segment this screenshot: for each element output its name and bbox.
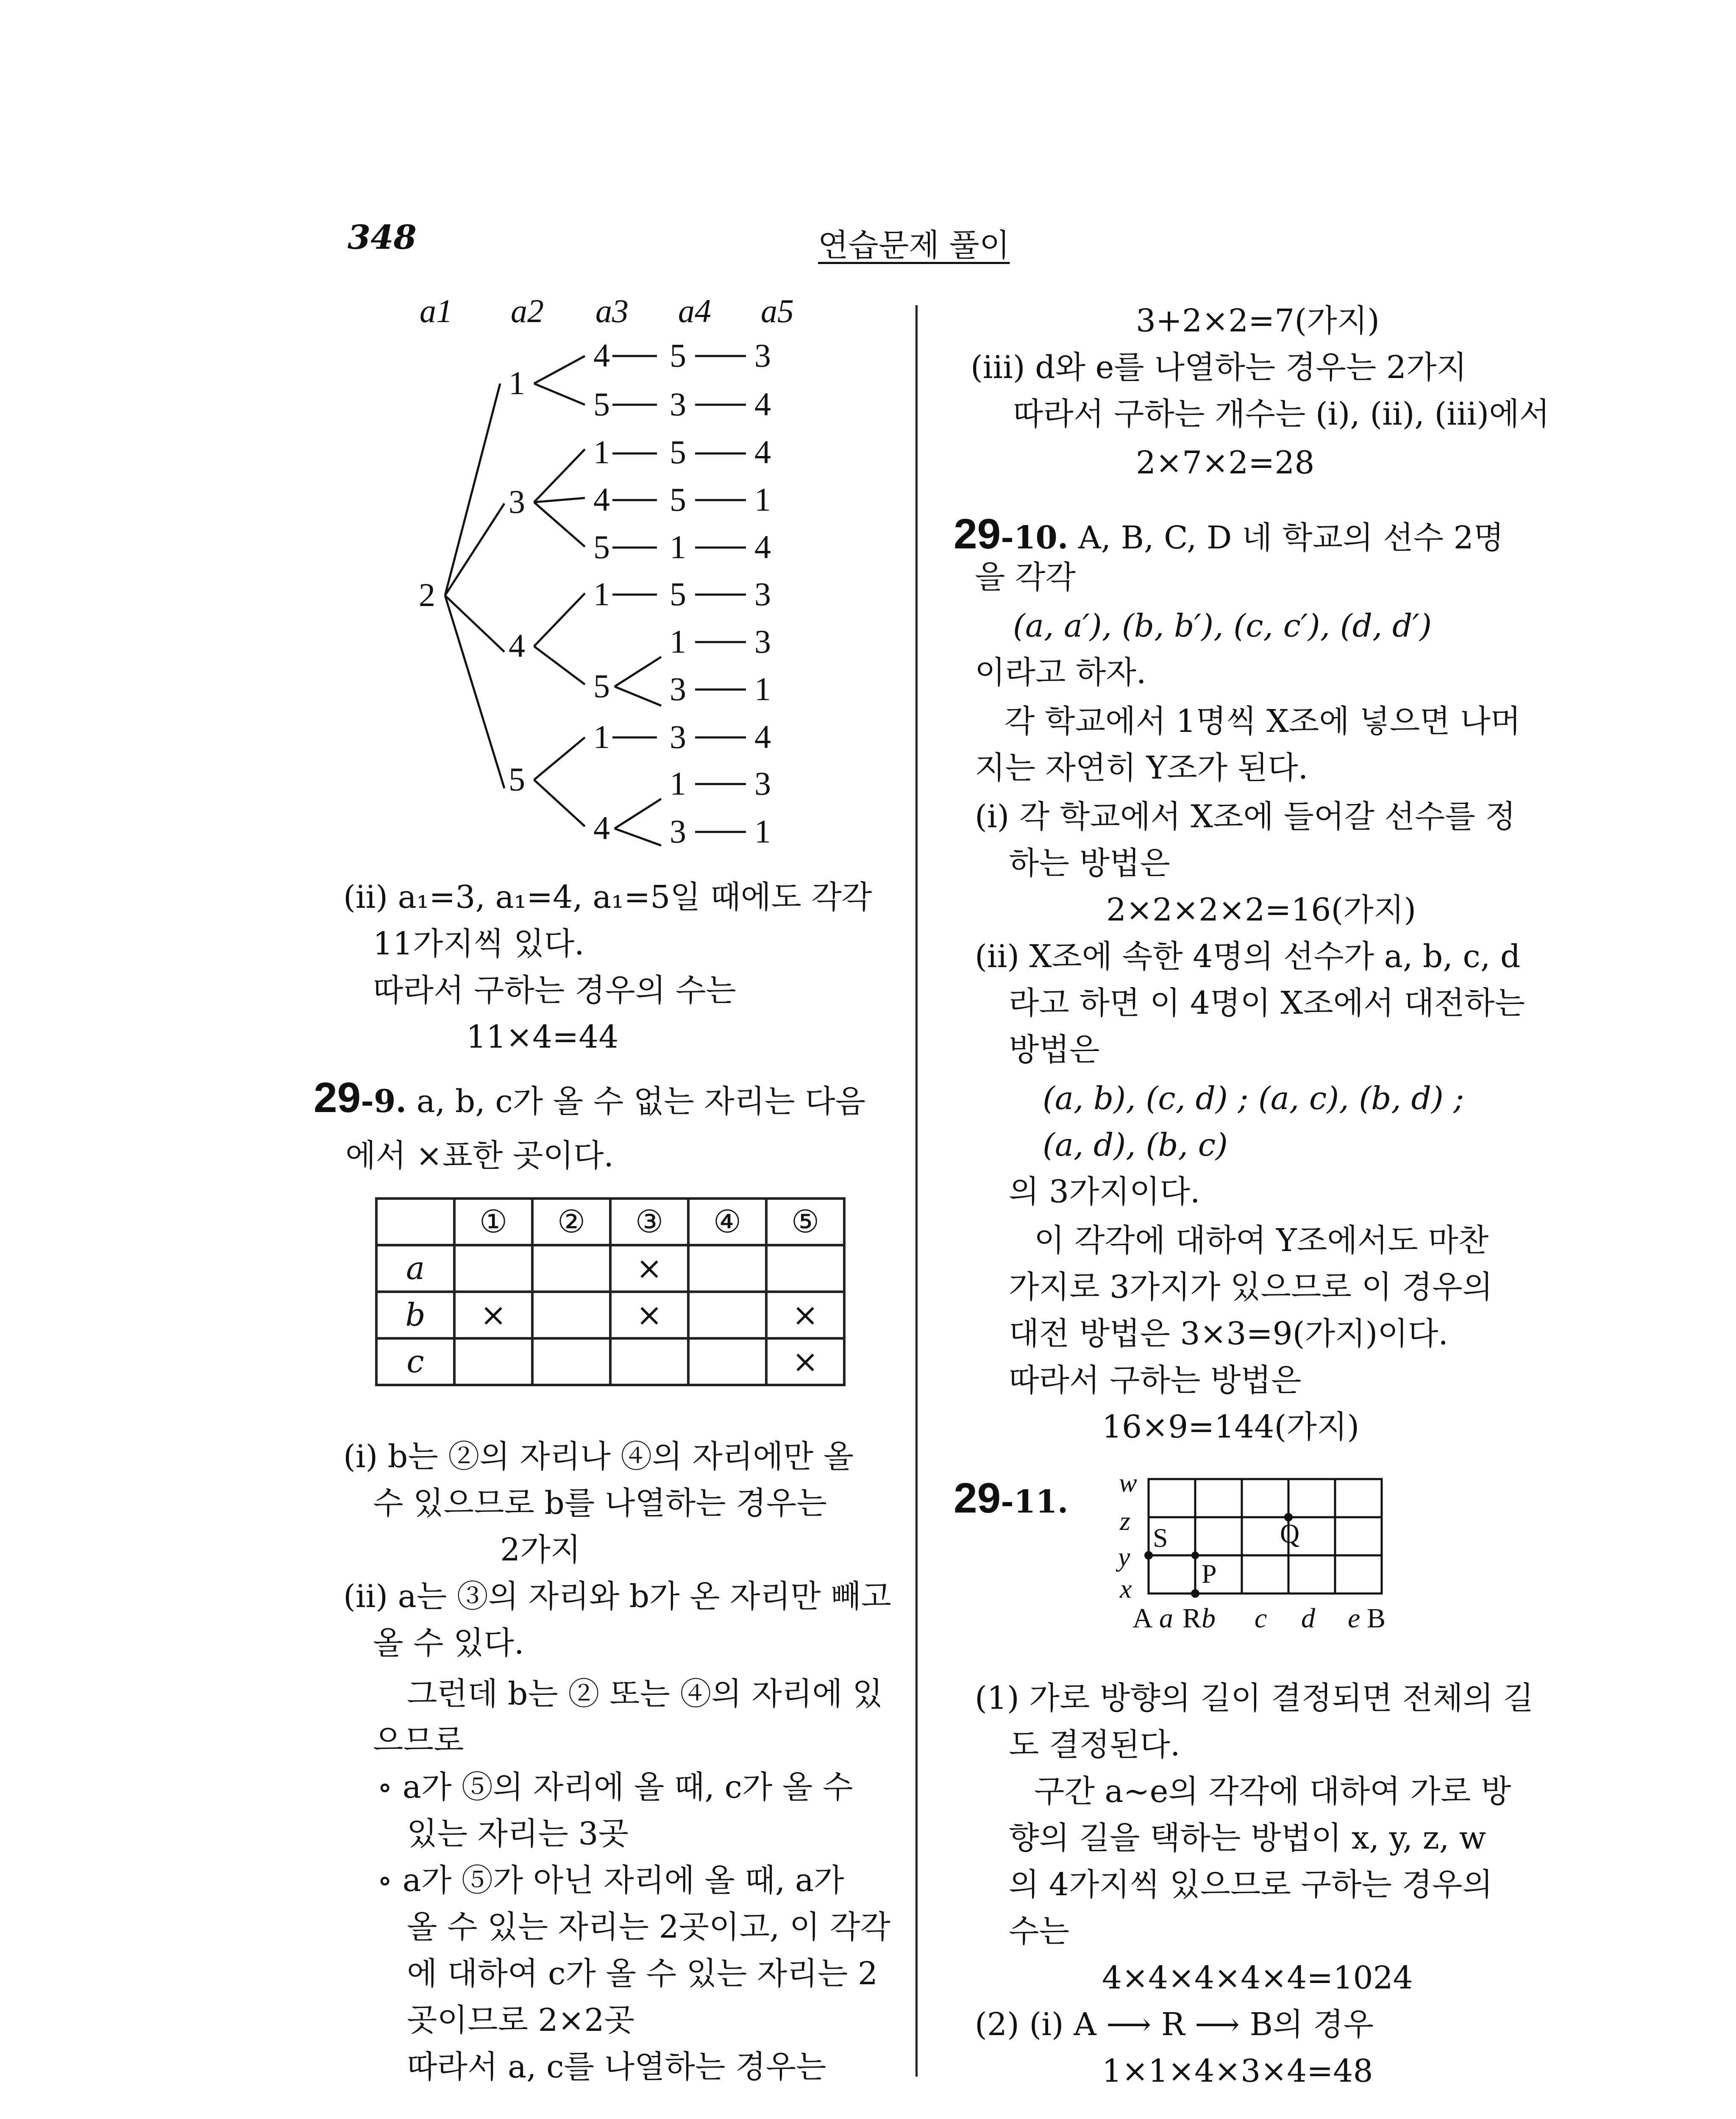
tree-root: 2	[419, 576, 435, 613]
problem-9-text: 에서 ×표한 곳이다.	[345, 1137, 614, 1174]
tree-node: 5	[670, 434, 686, 470]
table-cell: ×	[610, 1292, 688, 1338]
tree-node: 4	[593, 337, 610, 374]
table-cell	[532, 1338, 610, 1385]
problem-10-text: 이라고 하자.	[975, 654, 1146, 691]
left-p2-line: (ⅰ) b는 ②의 자리나 ④의 자리에만 올	[343, 1438, 854, 1475]
left-p2-line: 곳이므로 2×2곳	[407, 2002, 635, 2038]
problem-11-text: 의 4가지씩 있으므로 구하는 경우의	[1009, 1866, 1493, 1903]
tree-col-header: a1	[420, 292, 453, 329]
problem-10-text: 각 학교에서 1명씩 X조에 넣으면 나머	[1004, 703, 1521, 740]
tree-col-header: a5	[761, 292, 794, 329]
tree-col-header: a2	[511, 292, 544, 329]
table-cell: ×	[766, 1292, 844, 1338]
grid-bottom-label: R	[1182, 1603, 1202, 1634]
problem-10-text: 16×9=144(가지)	[1102, 1409, 1360, 1445]
table-row-label: b	[376, 1292, 454, 1338]
problem-10-text: 지는 자연히 Y조가 된다.	[975, 750, 1308, 786]
problem-subnumber: -9.	[361, 1083, 407, 1120]
problem-10-text: 의 3가지이다.	[1009, 1174, 1200, 1210]
table-cell	[688, 1292, 766, 1338]
table-cell: ④	[688, 1199, 766, 1245]
tree-node: 4	[593, 809, 610, 846]
left-p2-line: 올 수 있다.	[373, 1625, 524, 1661]
table-cell: ③	[610, 1199, 688, 1245]
tree-node: 5	[670, 337, 686, 374]
left-p2-line: 으므로	[373, 1722, 464, 1759]
problem-10-heading	[954, 510, 1504, 558]
left-p2-line: 따라서 a, c를 나열하는 경우는	[407, 2049, 826, 2085]
problem-10-text: (a, a′), (b, b′), (c, c′), (d, d′)	[1013, 608, 1432, 644]
left-p1-line: 11×4=44	[466, 1019, 619, 1055]
table-cell: ×	[610, 1245, 688, 1292]
right-p1-line: (ⅲ) d와 e를 나열하는 경우는 2가지	[971, 349, 1467, 386]
problem-11-text: 향의 길을 택하는 방법이 x, y, z, w	[1009, 1820, 1486, 1856]
problem-10-text: 방법은	[1009, 1032, 1100, 1068]
left-p2-line: 있는 자리는 3곳	[407, 1816, 629, 1852]
tree-node: 1	[670, 623, 686, 660]
problem-10-text: A, B, C, D 네 학교의 선수 2명	[1078, 520, 1504, 556]
problem-10-text: 이 각각에 대하여 Y조에서도 마찬	[1034, 1222, 1489, 1259]
tree-node: 1	[593, 434, 610, 470]
tree-node: 4	[754, 386, 771, 423]
tree-node: 1	[593, 576, 610, 612]
tree-node: 4	[754, 718, 771, 755]
tree-node: 4	[754, 528, 771, 565]
table-row	[376, 1292, 844, 1338]
grid-bottom-label: a	[1159, 1603, 1173, 1634]
grid-row-label: x	[1120, 1574, 1132, 1604]
table-row-label: c	[376, 1338, 454, 1385]
problem-10-text: (ⅰ) 각 학교에서 X조에 들어갈 선수를 정	[975, 798, 1516, 835]
problem-10-text: 라고 하면 이 4명이 X조에서 대전하는	[1009, 985, 1525, 1021]
left-p2-line: 올 수 있는 자리는 2곳이고, 이 각각	[407, 1909, 891, 1945]
grid-point-label: Q	[1280, 1518, 1300, 1549]
problem-10-text: 을 각각	[975, 559, 1076, 595]
problem-10-text: 대전 방법은 3×3=9(가지)이다.	[1009, 1315, 1448, 1352]
grid-row-label: w	[1119, 1471, 1137, 1498]
left-p2-line: (ⅱ) a는 ③의 자리와 b가 온 자리만 빼고	[343, 1578, 892, 1615]
tree-col-header: a3	[595, 292, 629, 329]
grid-bottom-label: B	[1367, 1603, 1386, 1634]
table-cell	[532, 1245, 610, 1292]
tree-node: 5	[593, 386, 610, 423]
tree-node: 3	[670, 718, 686, 755]
problem-11-heading	[954, 1474, 1068, 1522]
problem-number: 29	[954, 1474, 1001, 1522]
problem-11-text: 4×4×4×4×4=1024	[1102, 1960, 1413, 1996]
table-cell: ⑤	[766, 1199, 844, 1245]
table-row	[376, 1245, 844, 1292]
left-p1-line: (ⅱ) a₁=3, a₁=4, a₁=5일 때에도 각각	[343, 879, 872, 915]
grid-row-label: z	[1120, 1506, 1130, 1536]
table-cell: ×	[766, 1338, 844, 1385]
problem-11-text: 도 결정된다.	[1009, 1727, 1180, 1763]
tree-node: 3	[754, 337, 771, 374]
page-number: 348	[348, 218, 417, 257]
tree-node: 3	[670, 670, 686, 707]
left-p2-line: 에 대하여 c가 올 수 있는 자리는 2	[407, 1955, 878, 1992]
problem-9-text: a, b, c가 올 수 없는 자리는 다음	[416, 1083, 866, 1120]
problem-11-text: 1×1×4×3×4=48	[1102, 2053, 1373, 2089]
table-cell	[688, 1245, 766, 1292]
problem-10-text: (a, b), (c, d) ; (a, c), (b, d) ;	[1043, 1080, 1464, 1117]
table-cell	[688, 1338, 766, 1385]
problem-11-text: 수는	[1009, 1913, 1069, 1949]
tree-node-a2: 3	[509, 483, 525, 520]
table-cell	[610, 1338, 688, 1385]
tree-node: 3	[754, 576, 771, 612]
table-cell	[766, 1245, 844, 1292]
grid-bottom-label: d	[1301, 1603, 1315, 1634]
problem-11-text: (1) 가로 방향의 길이 결정되면 전체의 길	[975, 1680, 1534, 1716]
problem-number: 29	[314, 1074, 361, 1121]
tree-node: 3	[754, 623, 771, 660]
tree-node: 1	[754, 670, 771, 707]
left-p1-line: 따라서 구하는 경우의 수는	[373, 972, 736, 1009]
position-table	[375, 1197, 846, 1386]
table-cell	[532, 1292, 610, 1338]
tree-node: 5	[593, 528, 610, 565]
problem-10-text: 2×2×2×2=16(가지)	[1106, 892, 1416, 928]
tree-node: 1	[754, 813, 771, 850]
tree-node-a2: 1	[509, 364, 525, 401]
tree-node: 3	[670, 813, 686, 850]
table-cell	[454, 1245, 532, 1292]
tree-node: 4	[593, 481, 610, 518]
tree-node-a2: 4	[509, 627, 525, 664]
problem-11-text: (2) (ⅰ) A ⟶ R ⟶ B의 경우	[975, 2006, 1374, 2043]
left-p2-line: 수 있으므로 b를 나열하는 경우는	[373, 1485, 827, 1521]
grid-bottom-label: b	[1202, 1603, 1216, 1634]
tree-node: 1	[670, 765, 686, 802]
problem-subnumber: -11.	[1001, 1484, 1068, 1520]
right-p1-line: 2×7×2=28	[1136, 445, 1315, 481]
tree-node: 1	[593, 718, 610, 755]
left-p2-line: ∘ a가 ⑤의 자리에 올 때, c가 올 수	[377, 1769, 853, 1805]
tree-diagram	[407, 288, 831, 865]
tree-node: 5	[670, 576, 686, 612]
right-p1-line: 따라서 구하는 개수는 (ⅰ), (ⅱ), (ⅲ)에서	[1013, 396, 1550, 432]
tree-node: 1	[670, 528, 686, 565]
tree-col-header: a4	[678, 292, 711, 329]
tree-node: 3	[670, 386, 686, 423]
tree-node: 1	[754, 481, 771, 518]
tree-node: 4	[754, 434, 771, 470]
problem-10-text: 가지로 3가지가 있으므로 이 경우의	[1009, 1269, 1493, 1305]
tree-node: 3	[754, 765, 771, 802]
problem-number: 29	[954, 510, 1001, 558]
problem-10-text: (a, d), (b, c)	[1043, 1127, 1228, 1163]
table-cell	[376, 1199, 454, 1245]
column-divider	[915, 305, 918, 2077]
grid-bottom-label: c	[1255, 1603, 1267, 1634]
left-p2-line: ∘ a가 ⑤가 아닌 자리에 올 때, a가	[377, 1862, 844, 1899]
problem-9-heading	[314, 1076, 865, 1119]
problem-10-text: 하는 방법은	[1009, 845, 1170, 882]
grid-point-label: P	[1202, 1559, 1217, 1589]
left-p2-line: 그런데 b는 ② 또는 ④의 자리에 있	[407, 1676, 883, 1712]
table-cell	[454, 1338, 532, 1385]
tree-node-a2: 5	[509, 761, 525, 798]
grid-point-label: S	[1153, 1523, 1168, 1553]
table-cell: ×	[454, 1292, 532, 1338]
table-header-row	[376, 1199, 844, 1245]
problem-11-text: 구간 a~e의 각각에 대하여 가로 방	[1034, 1773, 1511, 1810]
grid-bottom-label: A	[1132, 1603, 1153, 1634]
table-row	[376, 1338, 844, 1385]
tree-node: 5	[593, 667, 610, 704]
page-header: 연습문제 풀이	[818, 227, 1010, 264]
problem-10-text: 따라서 구하는 방법은	[1009, 1362, 1302, 1399]
left-p1-line: 11가지씩 있다.	[373, 926, 584, 962]
tree-node: 5	[670, 481, 686, 518]
problem-subnumber: -10.	[1001, 520, 1068, 556]
problem-10-text: (ⅱ) X조에 속한 4명의 선수가 a, b, c, d	[975, 938, 1521, 975]
table-row-label: a	[376, 1245, 454, 1292]
right-p1-line: 3+2×2=7(가지)	[1136, 303, 1380, 339]
left-p2-line: 2가지	[500, 1532, 581, 1568]
grid-bottom-label: e	[1348, 1603, 1360, 1634]
grid-row-label: y	[1118, 1542, 1130, 1572]
grid-diagram	[1110, 1471, 1407, 1653]
table-cell: ①	[454, 1199, 532, 1245]
table-cell: ②	[532, 1199, 610, 1245]
